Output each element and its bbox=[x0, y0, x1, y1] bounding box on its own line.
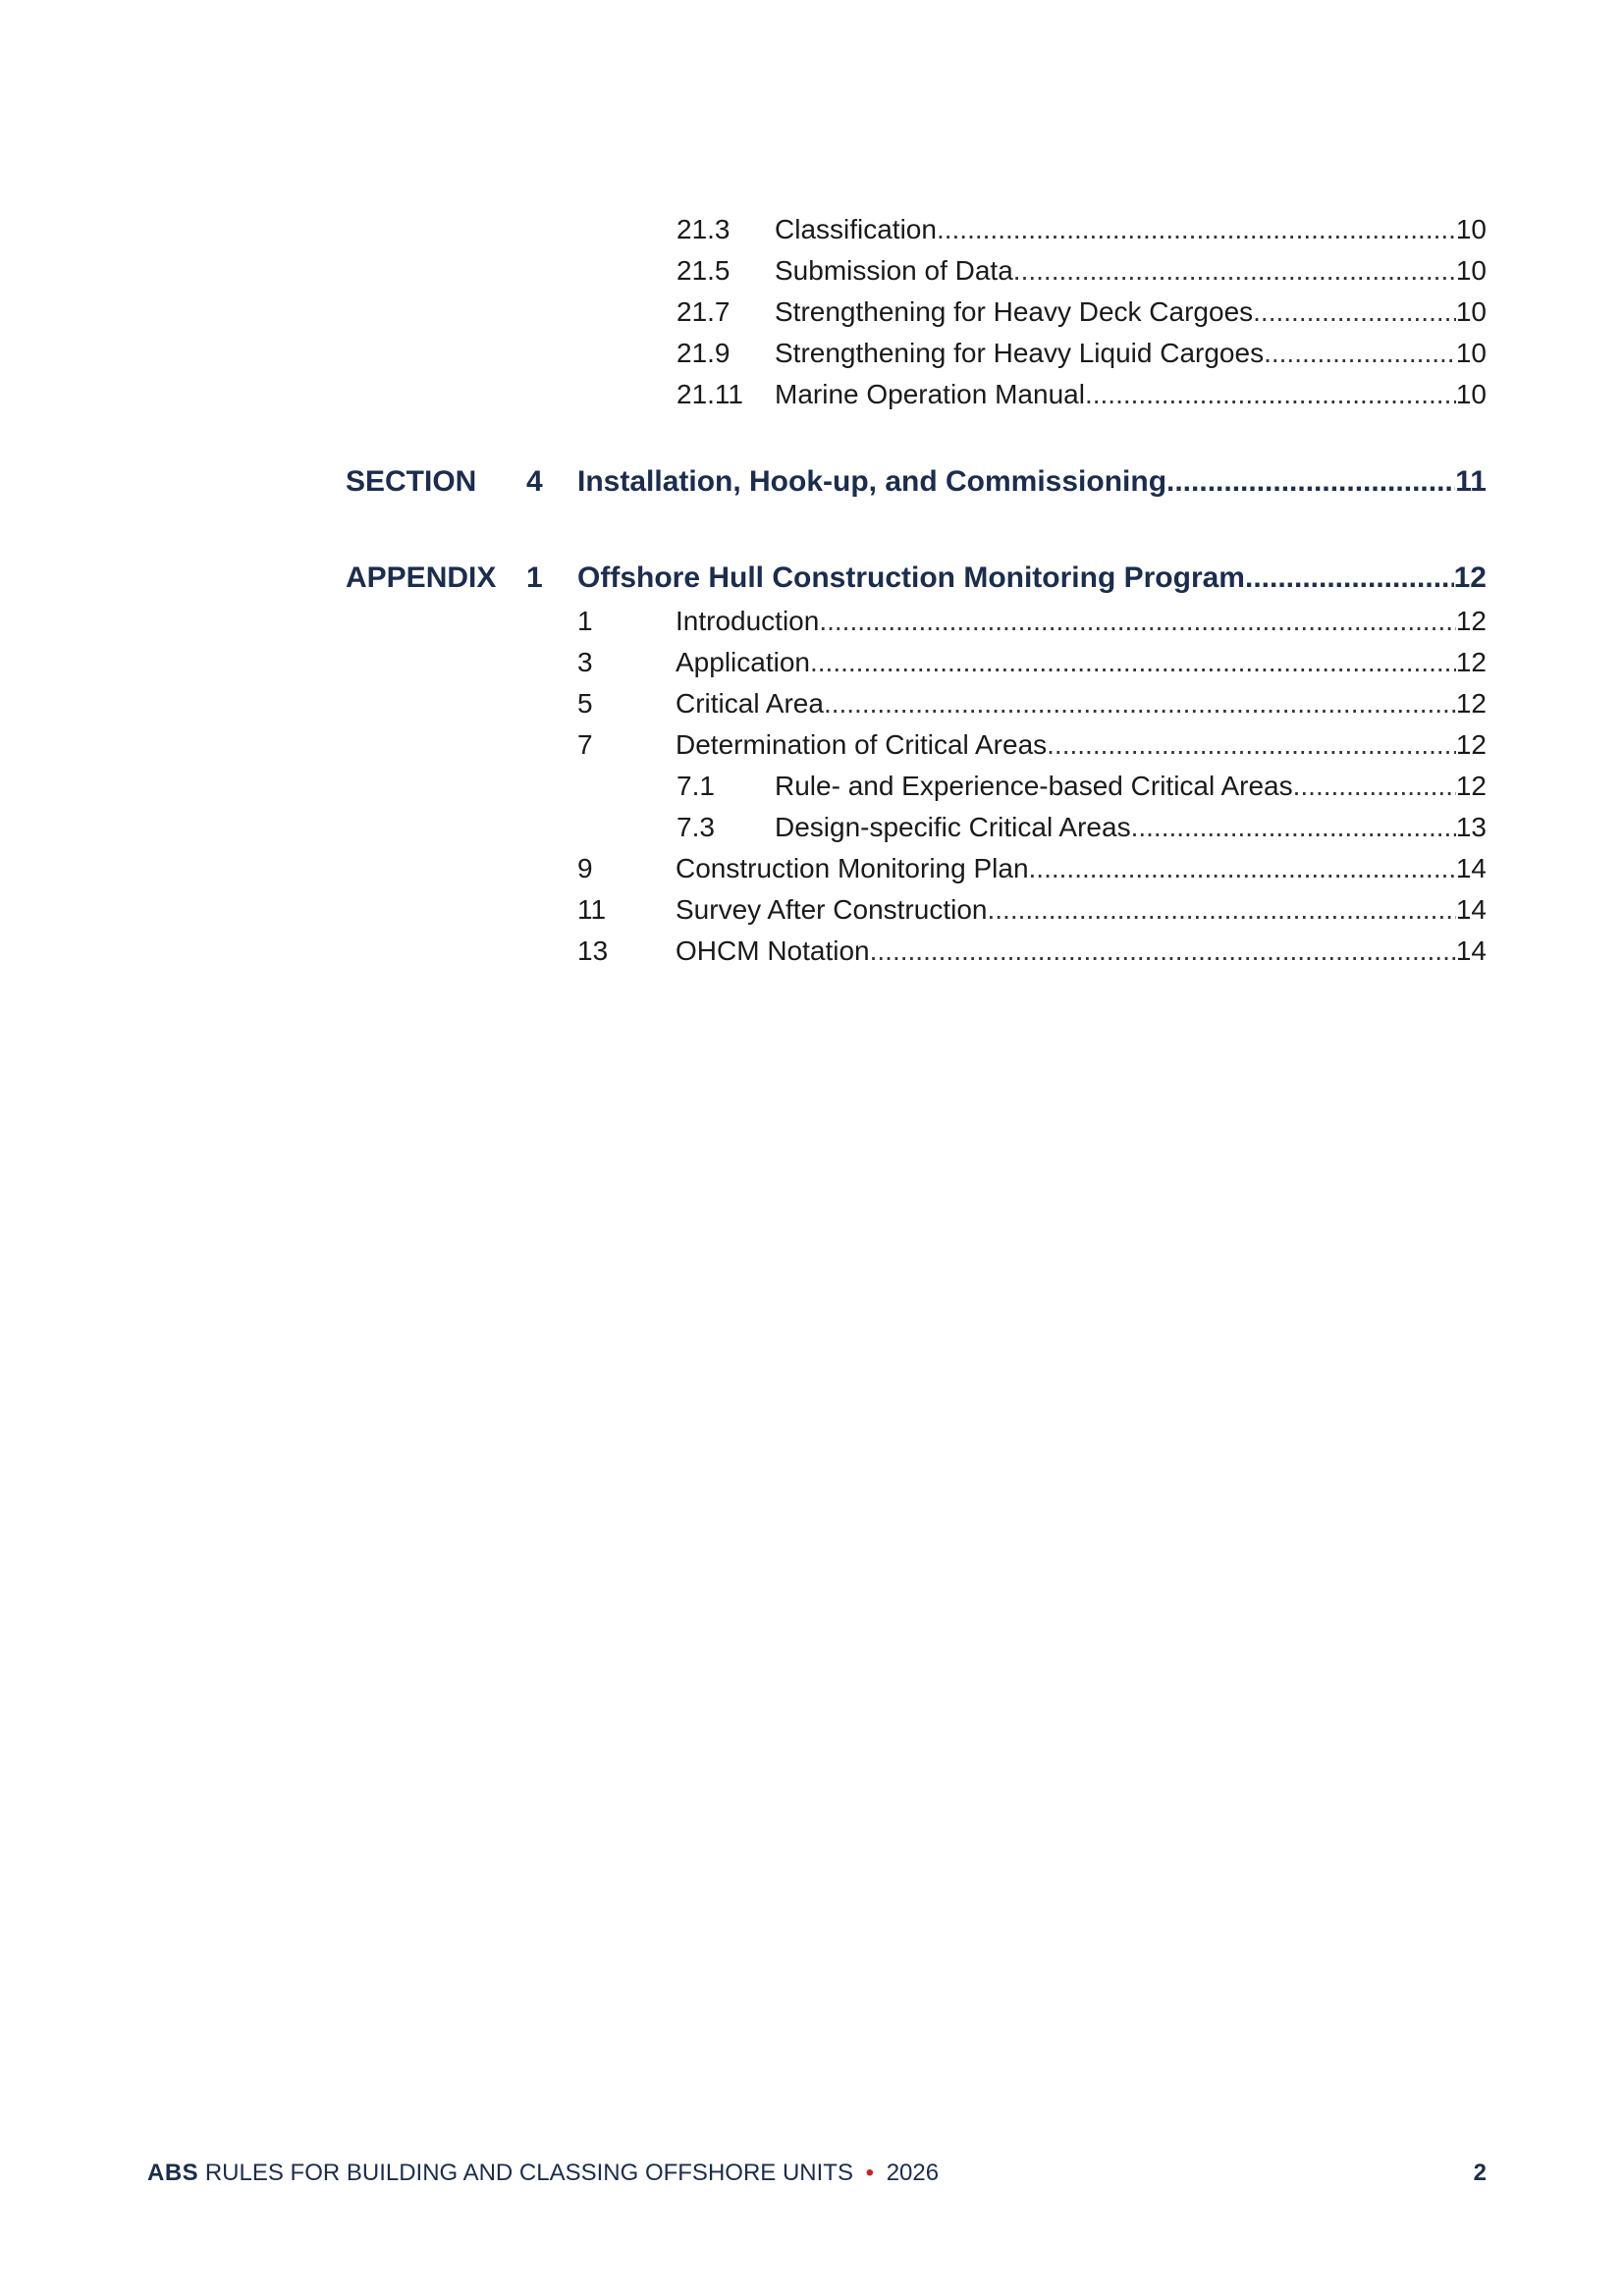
toc-entry-title: Marine Operation Manual bbox=[775, 379, 1085, 409]
toc-entry-number: 1 bbox=[577, 606, 593, 636]
toc-entry-number: 21.11 bbox=[677, 379, 743, 409]
toc-entry-page: 14 bbox=[1455, 853, 1487, 883]
toc-dot-leader bbox=[819, 606, 1456, 637]
toc-entry-page: 10 bbox=[1455, 338, 1487, 368]
toc-dot-leader bbox=[1166, 465, 1455, 499]
toc-entry-title: Determination of Critical Areas bbox=[676, 729, 1048, 760]
toc-entry-a1-7-3[interactable] bbox=[677, 812, 1487, 843]
toc-entry-number: 11 bbox=[577, 894, 607, 925]
toc-entry-title: Strengthening for Heavy Liquid Cargoes bbox=[775, 338, 1265, 368]
toc-dot-leader bbox=[810, 647, 1456, 678]
toc-entry-number: 7.3 bbox=[677, 812, 715, 842]
toc-entry-title: Strengthening for Heavy Deck Cargoes bbox=[775, 296, 1254, 327]
toc-entry-title: Critical Area bbox=[676, 688, 824, 719]
abs-brand-mark: ABS bbox=[147, 2160, 199, 2186]
toc-dot-leader bbox=[1085, 379, 1456, 410]
toc-entry-page: 14 bbox=[1455, 894, 1487, 925]
toc-entry-title: Application bbox=[676, 647, 810, 677]
toc-entry-title: Submission of Data bbox=[775, 255, 1013, 286]
toc-entry-page: 10 bbox=[1455, 296, 1487, 327]
toc-dot-leader bbox=[1253, 296, 1456, 328]
toc-entry-page: 12 bbox=[1455, 771, 1487, 801]
toc-entry-title: Survey After Construction bbox=[676, 894, 988, 925]
toc-entry-title: Design-specific Critical Areas bbox=[775, 812, 1131, 842]
toc-entry-number: 21.9 bbox=[677, 338, 731, 368]
toc-entry-page: 10 bbox=[1455, 379, 1487, 409]
toc-heading-page: 11 bbox=[1455, 465, 1487, 498]
toc-appendix-1-heading[interactable] bbox=[346, 561, 1487, 595]
page-footer bbox=[147, 2160, 1487, 2187]
toc-heading-page: 12 bbox=[1453, 561, 1487, 594]
toc-entry-a1-3[interactable] bbox=[577, 647, 1487, 678]
toc-entry-number: 3 bbox=[577, 647, 593, 677]
toc-entry-number: 9 bbox=[577, 853, 593, 883]
toc-dot-leader bbox=[1245, 561, 1454, 595]
toc-entry-page: 12 bbox=[1455, 729, 1487, 760]
toc-entry-page: 12 bbox=[1455, 606, 1487, 636]
toc-heading-number: 4 bbox=[526, 465, 543, 498]
footer-year: 2026 bbox=[886, 2160, 940, 2186]
toc-dot-leader bbox=[1264, 338, 1456, 369]
toc-entry-a1-11[interactable] bbox=[577, 894, 1487, 926]
toc-heading-title: Offshore Hull Construction Monitoring Program bbox=[577, 561, 1245, 594]
toc-entry-a1-9[interactable] bbox=[577, 853, 1487, 884]
toc-entry-number: 21.7 bbox=[677, 296, 731, 327]
toc-heading-label: APPENDIX bbox=[346, 561, 497, 594]
toc-dot-leader bbox=[987, 894, 1455, 926]
toc-entry-title: OHCM Notation bbox=[676, 935, 870, 966]
toc-entry-title: Introduction bbox=[676, 606, 820, 636]
toc-entry-page: 10 bbox=[1455, 214, 1487, 244]
toc-entry-page: 12 bbox=[1455, 688, 1487, 719]
toc-entry-number: 13 bbox=[577, 935, 609, 966]
toc-dot-leader bbox=[1047, 729, 1456, 761]
toc-dot-leader bbox=[1013, 255, 1456, 287]
toc-dot-leader bbox=[1131, 812, 1456, 843]
toc-entry-a1-13[interactable] bbox=[577, 935, 1487, 967]
footer-rules-title: RULES FOR BUILDING AND CLASSING OFFSHORE UNITS bbox=[204, 2160, 853, 2186]
toc-heading-title: Installation, Hook-up, and Commissioning bbox=[577, 465, 1167, 498]
toc-entry-number: 5 bbox=[577, 688, 593, 719]
toc-dot-leader bbox=[870, 935, 1456, 967]
toc-entry-a1-5[interactable] bbox=[577, 688, 1487, 720]
toc-entry-21-5[interactable] bbox=[677, 255, 1487, 287]
toc-entry-page: 13 bbox=[1455, 812, 1487, 842]
toc-dot-leader bbox=[1029, 853, 1456, 884]
toc-entry-21-3[interactable] bbox=[677, 214, 1487, 245]
toc-dot-leader bbox=[1293, 771, 1456, 802]
toc-entry-a1-7-1[interactable] bbox=[677, 771, 1487, 802]
toc-entry-number: 7.1 bbox=[677, 771, 715, 801]
toc-entry-page: 10 bbox=[1455, 255, 1487, 286]
toc-dot-leader bbox=[937, 214, 1456, 245]
toc-entry-page: 12 bbox=[1455, 647, 1487, 677]
toc-entry-title: Classification bbox=[775, 214, 937, 244]
toc-entry-page: 14 bbox=[1455, 935, 1487, 966]
toc-heading-label: SECTION bbox=[346, 465, 477, 498]
toc-heading-number: 1 bbox=[526, 561, 543, 594]
footer-page-number: 2 bbox=[1473, 2160, 1487, 2186]
toc-entry-21-7[interactable] bbox=[677, 296, 1487, 328]
toc-entry-21-9[interactable] bbox=[677, 338, 1487, 369]
toc-entry-number: 7 bbox=[577, 729, 593, 760]
toc-entry-number: 21.5 bbox=[677, 255, 731, 286]
toc-entry-title: Rule- and Experience-based Critical Areas bbox=[775, 771, 1293, 801]
footer-document-title bbox=[147, 2160, 939, 2187]
toc-section-4-heading[interactable] bbox=[346, 465, 1487, 499]
toc-entry-a1-1[interactable] bbox=[577, 606, 1487, 637]
footer-bullet: • bbox=[865, 2160, 875, 2186]
toc-entry-number: 21.3 bbox=[677, 214, 731, 244]
toc-dot-leader bbox=[824, 688, 1456, 720]
toc-entry-title: Construction Monitoring Plan bbox=[676, 853, 1029, 883]
toc-entry-21-11[interactable] bbox=[677, 379, 1487, 410]
toc-entry-a1-7[interactable] bbox=[577, 729, 1487, 761]
